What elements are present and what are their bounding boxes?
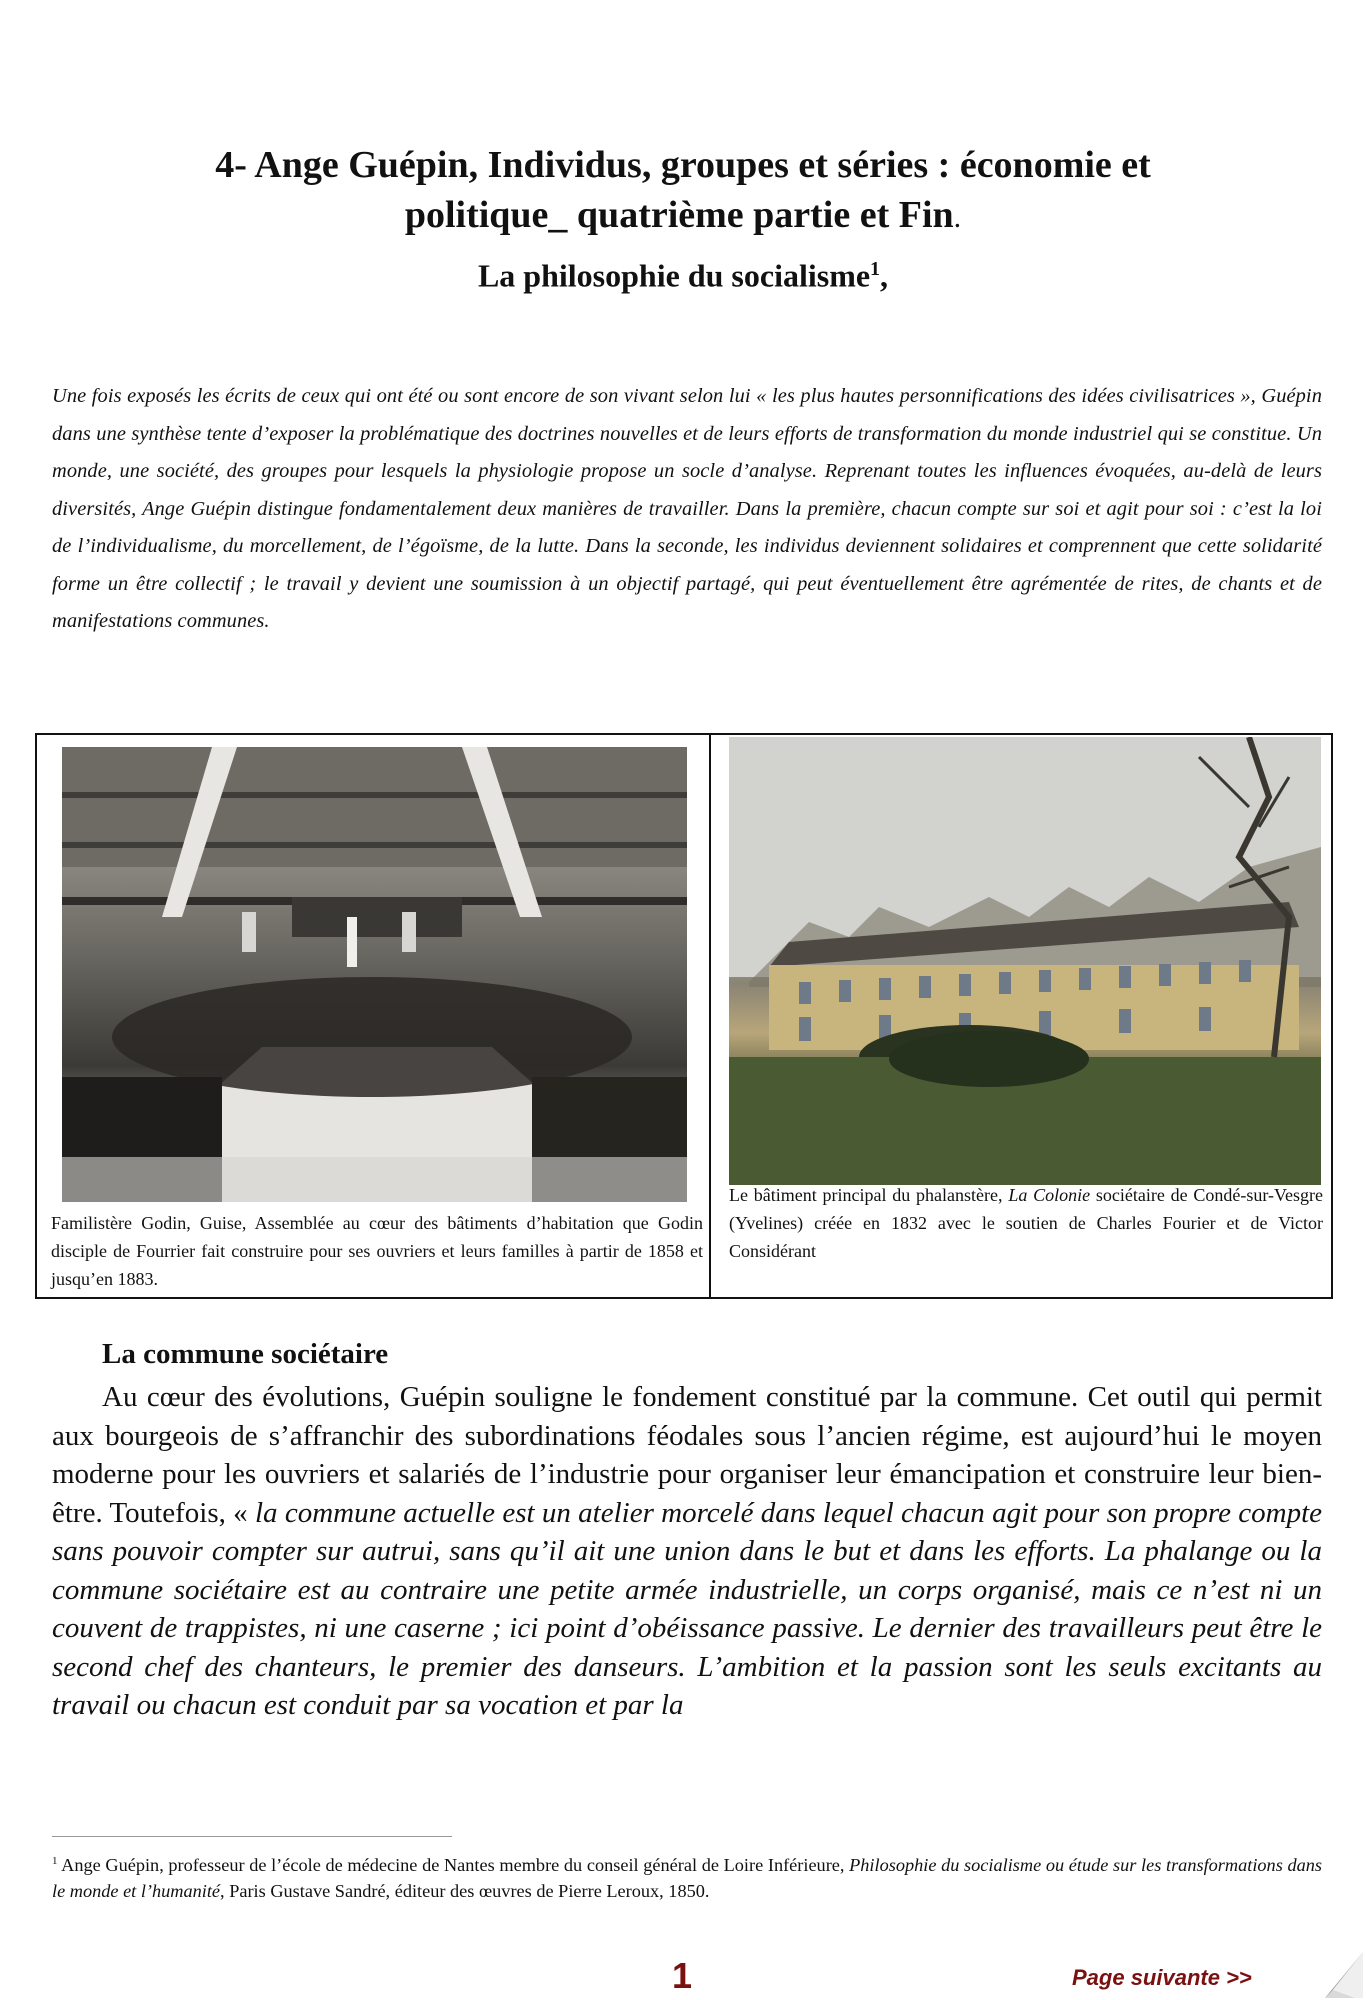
subtitle-end: , [880, 257, 889, 294]
right-caption-part2: sociétaire de Condé-sur-Vesgre (Yvelines) créée en 1832 avec le soutien de Charles Fourier et de Victor Considérant [729, 1185, 1323, 1261]
right-caption-part1: Le bâtiment principal du phalanstère, [729, 1185, 1009, 1205]
right-caption-italic: La Colonie [1008, 1185, 1091, 1205]
title-line-1: 4- Ange Guépin, Individus, groupes et séries : économie et [215, 144, 1151, 186]
document-subtitle [0, 247, 1366, 298]
section-text: Au cœur des évolutions, Guépin souligne le fondement constitué par la commune. Cet outil qui permit aux bourgeois de s’affranchir des subordinations féodales sous l’ancien régime, est aujourd’hui le moyen moderne pour les ouvriers et salariés de l’industrie pour organiser leur émancipation et construire leur bien-être. Toutefois, « [52, 1381, 1322, 1529]
footnote-separator [52, 1836, 452, 1837]
title-line-2-text: politique_ quatrième partie et Fin [404, 194, 954, 236]
next-page-link[interactable]: Page suivante >> [1072, 1965, 1252, 1990]
footnote [52, 1848, 1322, 1904]
footnote-marker: 1 [52, 1855, 58, 1867]
document-title [0, 140, 1366, 298]
title-line-2-end: . [953, 201, 962, 234]
page-curl-icon[interactable] [1325, 1952, 1363, 1998]
intro-paragraph: Une fois exposés les écrits de ceux qui ont été ou sont encore de son vivant selon lui « les plus hautes personnifications des idées civilisatrices », Guépin dans une synthèse tente d’exposer la problématique des doctrines nouvelles et de leurs efforts de transformation du monde industriel qui se constitue. Un monde, une société, des groupes pour lesquels la physiologie propose un socle d’analyse. Reprenant toutes les influences évoquées, au-delà de leurs diversités, Ange Guépin distingue fondamentalement deux manières de travailler. Dans la première, chacun compte sur soi et agit pour soi : c’est la loi de l’individualisme, du morcellement, de l’égoïsme, de la lutte. Dans la seconde, les individus deviennent solidaires et comprennent que cette solidarité forme un être collectif ; le travail y devient une soumission à un objectif partagé, qui peut éventuellement être agrémentée de rites, de chants et de manifestations communes. [52, 385, 1322, 633]
subtitle-text: La philosophie du socialisme [477, 257, 871, 294]
footnote-text-2: , Paris Gustave Sandré, éditeur des œuvres de Pierre Leroux, 1850. [220, 1881, 710, 1902]
figure-frame [35, 733, 1333, 1299]
title-line-2 [0, 190, 1366, 243]
right-photo-caption [729, 1181, 1323, 1265]
section-paragraph [52, 1378, 1322, 1725]
figure-divider [709, 735, 711, 1297]
footnote-ref[interactable]: 1 [870, 258, 881, 280]
familistere-photo [62, 747, 687, 1202]
phalanstere-image [729, 737, 1321, 1185]
section-heading: La commune sociétaire [102, 1338, 389, 1370]
familistere-image [62, 747, 687, 1202]
footnote-book-title: Philosophie du socialisme ou étude sur les transformations dans le monde et l’humanité [52, 1855, 1322, 1902]
section-quote: la commune actuelle est un atelier morcelé dans lequel chacun agit pour son propre compte sans pouvoir compter sur autrui, sans qu’il ait une union dans le but et dans les efforts. La phalange ou la commune sociétaire est au contraire une petite armée industrielle, un corps organisé, mais ce n’est ni un couvent de trappistes, ni une caserne ; ici point d’obéissance passive. Le dernier des travailleurs peut être le second chef des chanteurs, le premier des danseurs. L’ambition et la passion sont les seuls excitants au travail ou chacun est conduit par sa vocation et par la [52, 1496, 1322, 1721]
phalanstere-photo [729, 737, 1321, 1185]
left-photo-caption: Familistère Godin, Guise, Assemblée au cœur des bâtiments d’habitation que Godin disciple de Fourrier fait construire pour ses ouvriers et leurs familles à partir de 1858 et jusqu’en 1883. [51, 1213, 703, 1289]
footnote-text-1: Ange Guépin, professeur de l’école de médecine de Nantes membre du conseil général de Loire Inférieure, [57, 1855, 850, 1876]
page-number: 1 [672, 1955, 693, 1996]
